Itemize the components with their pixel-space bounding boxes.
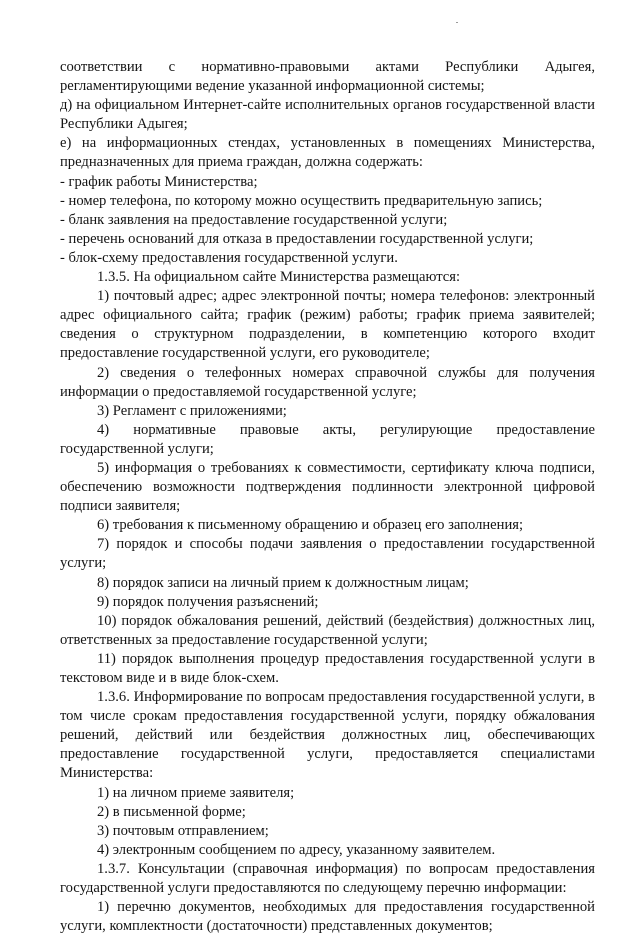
paragraph-item-d: д) на официальном Интернет-сайте исполнительных органов государственной власти Республики Адыгея; [60,97,595,133]
section-1-3-5-item-3: 3) Регламент с приложениями; [97,402,287,419]
section-1-3-6-item-3: 3) почтовым отправлением; [97,822,269,839]
section-1-3-5-item-6: 6) требования к письменному обращению и образец его заполнения; [97,517,524,534]
section-1-3-5-heading: 1.3.5. На официальном сайте Министерства размещаются: [97,269,461,286]
section-1-3-6-heading: 1.3.6. Информирование по вопросам предоставления государственной услуги, в том числе срокам предоставления государственной услуги, порядку обжалования решений, действий или бездействия должностных лиц, обеспечивающих предоставление государственной услуги, предоставляется специалистами Министерства: [60,689,595,782]
section-1-3-5-item-1: 1) почтовый адрес; адрес электронной почты; номера телефонов: электронный адрес официального сайта; график (режим) работы; график приема заявителей; сведения о структурном подразделении, в компетенцию которого входит предоставление государственной услуги, его руководителе; [60,288,595,362]
section-1-3-7-item-1: 1) перечню документов, необходимых для предоставления государственной услуги, комплектности (достаточности) представленных документов; [60,899,595,935]
section-1-3-7-heading: 1.3.7. Консультации (справочная информация) по вопросам предоставления государственной услуги предоставляются по следующему перечню информации: [60,860,595,897]
section-1-3-5-item-5: 5) информация о требованиях к совместимости, сертификату ключа подписи, обеспечению возможности подтверждения подлинности электронной цифровой подписи заявителя; [60,459,595,515]
section-1-3-5-item-11: 11) порядок выполнения процедур предоставления государственной услуги в текстовом виде и в виде блок-схем. [60,650,595,686]
paragraph-continuation: соответствии с нормативно-правовыми актами Республики Адыгея, регламентирующими ведение указанной информационной системы; [60,59,595,95]
section-1-3-6-item-4: 4) электронным сообщением по адресу, указанному заявителем. [97,841,496,858]
section-1-3-5-item-8: 8) порядок записи на личный прием к должностным лицам; [97,574,469,591]
list-item-refusal-grounds: - перечень оснований для отказа в предоставлении государственной услуги; [60,230,534,247]
section-1-3-6-item-2: 2) в письменной форме; [97,803,246,820]
list-item-phone: - номер телефона, по которому можно осуществить предварительную запись; [60,192,543,209]
section-1-3-5-item-9: 9) порядок получения разъяснений; [97,593,319,610]
paragraph-item-e: е) на информационных стендах, установленных в помещениях Министерства, предназначенных для приема граждан, должна содержать: [60,135,595,171]
section-1-3-6-item-1: 1) на личном приеме заявителя; [97,784,295,801]
list-item-flowchart: - блок-схему предоставления государственной услуги. [60,249,398,266]
scan-artifact-dot [456,22,458,23]
list-item-form: - бланк заявления на предоставление государственной услуги; [60,211,448,228]
section-1-3-5-item-7: 7) порядок и способы подачи заявления о предоставлении государственной услуги; [60,536,595,572]
section-1-3-5-item-4: 4) нормативные правовые акты, регулирующие предоставление государственной услуги; [60,421,595,457]
section-1-3-5-item-10: 10) порядок обжалования решений, действий (бездействия) должностных лиц, ответственных за предоставление государственной услуги; [60,612,595,648]
list-item-schedule: - график работы Министерства; [60,173,258,190]
document-page [60,58,595,936]
section-1-3-5-item-2: 2) сведения о телефонных номерах справочной службы для получения информации о предоставляемой государственной услуге; [60,364,595,400]
